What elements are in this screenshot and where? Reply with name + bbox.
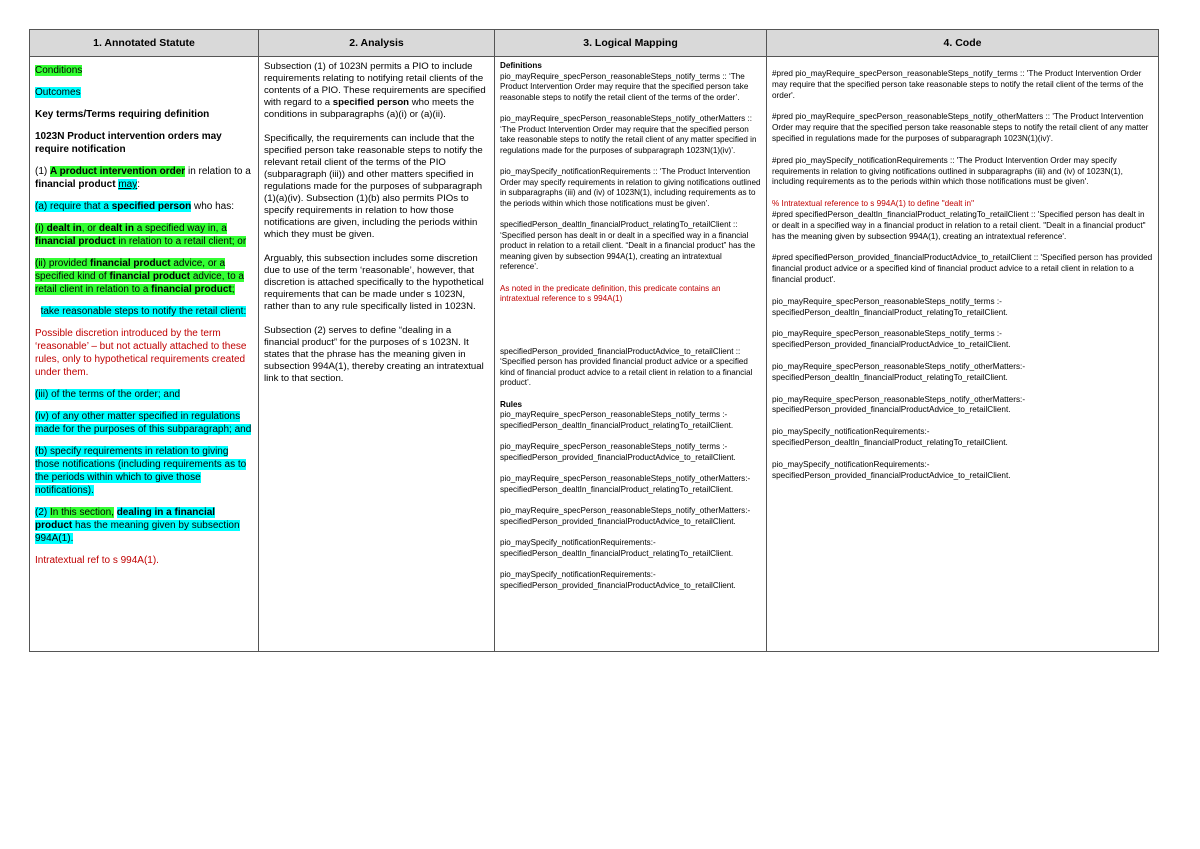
analysis-cell xyxy=(259,57,495,652)
rules-label: Rules xyxy=(500,399,523,409)
code-rule-4: pio_mayRequire_specPerson_reasonableSteps_notify_otherMatters:- specifiedPerson_provided_financialProductAdvice_to_retailClient. xyxy=(772,394,1026,415)
discretion-note: Possible discretion introduced by the term ‘reasonable’ – but not actually attached to these rules, only to hypothetical requirements created under them. xyxy=(35,328,247,378)
code-pred-5: #pred specifiedPerson_provided_financialProductAdvice_to_retailClient :: 'Specified person has provided financial product advice or a specified kind of financial product advice to a retail client in relation to a financial product'. xyxy=(772,253,1153,284)
subsection-2: (2) In this section, dealing in a financial product has the meaning given by subsection 994A(1). xyxy=(35,507,240,544)
code-cell xyxy=(767,57,1159,652)
code-comment: % Intratextual reference to s 994A(1) to define "dealt in" xyxy=(772,199,974,209)
subparagraph-i: (i) dealt in, or dealt in a specified way in, a financial product in relation to a retail client; or xyxy=(35,223,247,247)
header-code: 4. Code xyxy=(767,30,1159,57)
rule-1: pio_mayRequire_specPerson_reasonableSteps_notify_terms :- specifiedPerson_dealtIn_financialProduct_relatingTo_retailClient. xyxy=(500,410,734,430)
rule-4: pio_mayRequire_specPerson_reasonableSteps_notify_otherMatters:- specifiedPerson_provided_financialProductAdvice_to_retailClient. xyxy=(500,506,751,526)
logical-mapping-cell xyxy=(495,57,767,652)
statute-mapping-table xyxy=(29,29,1159,652)
code-rule-1: pio_mayRequire_specPerson_reasonableSteps_notify_terms :- specifiedPerson_dealtIn_financialProduct_relatingTo_retailClient. xyxy=(772,296,1008,317)
header-annotated-statute: 1. Annotated Statute xyxy=(30,30,259,57)
rule-2: pio_mayRequire_specPerson_reasonableSteps_notify_terms :- specifiedPerson_provided_financialProductAdvice_to_retailClient. xyxy=(500,442,736,462)
header-analysis: 2. Analysis xyxy=(259,30,495,57)
subparagraph-ii: (ii) provided financial product advice, or a specified kind of financial product advice, to a retail client in relation to a financial product; xyxy=(35,258,244,295)
content-row xyxy=(30,57,1159,652)
subparagraph-iii: (iii) of the terms of the order; and xyxy=(35,389,181,400)
analysis-paragraph-1: Subsection (1) of 1023N permits a PIO to include requirements relating to notifying retail clients of the contents of a PIO. These requirements are specified with regard to a specified person who meets the conditions in subparagraphs (a)(i) or (a)(ii). xyxy=(264,61,486,120)
legend-key-terms: Key terms/Terms requiring definition xyxy=(35,109,210,120)
take-reasonable-steps: take reasonable steps to notify the retail client: xyxy=(40,306,247,317)
header-row xyxy=(30,30,1159,57)
intratextual-ref-note: Intratextual ref to s 994A(1). xyxy=(35,555,159,566)
definition-4: specifiedPerson_dealtIn_financialProduct_relatingTo_retailClient :: ‘Specified person has dealt in or dealt in a specified way in a financial product in relation to a retail client. “Dealt in a financial product” has the meaning given by subsection 994A(1), creating an intratextual reference’. xyxy=(500,220,756,271)
code-pred-2: #pred pio_mayRequire_specPerson_reasonableSteps_notify_otherMatters :: 'The Product Intervention Order may require that the specified person take reasonable steps to notify the retail client of any matter specified in regulations made for the purposes of subparagraph 1023N(1)(iv)'. xyxy=(772,112,1149,143)
annotated-statute-cell xyxy=(30,57,259,652)
definition-1: pio_mayRequire_specPerson_reasonableSteps_notify_terms :: ‘The Product Intervention Order may require that the specified person take reasonable steps to notify the retail client of the terms of the order’. xyxy=(500,71,749,102)
header-logical-mapping: 3. Logical Mapping xyxy=(495,30,767,57)
statute-heading: 1023N Product intervention orders may require notification xyxy=(35,131,222,155)
legend-outcomes: Outcomes xyxy=(35,87,81,98)
spacer xyxy=(500,316,761,347)
code-pred-3: #pred pio_maySpecify_notificationRequirements :: 'The Product Intervention Order may specify requirements in relation to giving notifications outlined in subparagraphs (iii) and (iv) of 1023N(1), including requirements as to the periods within which those notifications must be given'. xyxy=(772,155,1123,187)
definition-5: specifiedPerson_provided_financialProductAdvice_to_retailClient :: ‘Specified person has provided financial product advice or a specified kind of financial product advice to a retail client in relation to a financial product’. xyxy=(500,346,753,387)
code-rule-6: pio_maySpecify_notificationRequirements:- specifiedPerson_provided_financialProductAdvice_to_retailClient. xyxy=(772,459,1011,480)
code-pred-1: #pred pio_mayRequire_specPerson_reasonableSteps_notify_terms :: 'The Product Intervention Order may require that the specified person take reasonable steps to notify the retail client of the terms of the order'. xyxy=(772,69,1144,100)
definition-3: pio_maySpecify_notificationRequirements :: ‘The Product Intervention Order may specify requirements in relation to giving notifications outlined in subparagraphs (iii) and (iv) of 1023N(1), including requirements as to the periods within which those notifications must be given’. xyxy=(500,167,761,208)
subsection-1: (1) A product intervention order in relation to a financial product may: xyxy=(35,166,251,190)
definition-2: pio_mayRequire_specPerson_reasonableSteps_notify_otherMatters :: ‘The Product Intervention Order may require that the specified person take reasonable steps to notify the retail client of any matter specified in regulations made for the purposes of subparagraph 1023N(1)(iv)’. xyxy=(500,114,757,155)
paragraph-b: (b) specify requirements in relation to giving those notifications (including requirements as to the periods within which to give those notifications). xyxy=(35,446,247,496)
analysis-paragraph-4: Subsection (2) serves to define “dealing in a financial product” for the purposes of s 1023N. It states that the phrase has the meaning given in subsection 994A(1), thereby creating an intratextual link to that section. xyxy=(264,325,484,384)
code-rule-2: pio_mayRequire_specPerson_reasonableSteps_notify_terms :- specifiedPerson_provided_financialProductAdvice_to_retailClient. xyxy=(772,329,1011,350)
definitions-label: Definitions xyxy=(500,61,542,70)
analysis-paragraph-2: Specifically, the requirements can include that the specified person take reasonable steps to notify the relevant retail client of the terms of the PIO (subparagraph (iii)) and other matters specified in regulations made for the purposes of subparagraph (1)(a)(iv). Subsection (1)(b) also permits PIOs to specify requirements in relation to how those notifications are given, including the periods within which they must be given. xyxy=(264,133,483,240)
code-pred-4: #pred specifiedPerson_dealtIn_financialProduct_relatingTo_retailClient :: 'Specified person has dealt in or dealt in a specified way in a financial product in relation to a retail client. "Dealt in a financial product" has the meaning given by subsection 994A(1), creating an intratextual reference'. xyxy=(772,209,1146,241)
rule-5: pio_maySpecify_notificationRequirements:- specifiedPerson_dealtIn_financialProduct_relatingTo_retailClient. xyxy=(500,538,734,558)
analysis-paragraph-3: Arguably, this subsection includes some discretion due to use of the term ‘reasonable’, however, that discretion is attached specifically to the hypothetical requirements that can be made under s 1023N, rather than to any rule specifically listed in 1023N. xyxy=(264,253,484,312)
rule-3: pio_mayRequire_specPerson_reasonableSteps_notify_otherMatters:- specifiedPerson_dealtIn_financialProduct_relatingTo_retailClient. xyxy=(500,474,751,494)
paragraph-a: (a) require that a specified person who has: xyxy=(35,201,234,212)
code-rule-5: pio_maySpecify_notificationRequirements:- specifiedPerson_dealtIn_financialProduct_relatingTo_retailClient. xyxy=(772,427,1008,447)
code-rule-3: pio_mayRequire_specPerson_reasonableSteps_notify_otherMatters:- specifiedPerson_dealtIn_financialProduct_relatingTo_retailClient. xyxy=(772,361,1026,382)
legend-conditions: Conditions xyxy=(35,65,83,76)
subparagraph-iv: (iv) of any other matter specified in regulations made for the purposes of this subparagraph; and xyxy=(35,411,252,435)
intratextual-note: As noted in the predicate definition, this predicate contains an intratextual reference to s 994A(1) xyxy=(500,283,721,303)
rule-6: pio_maySpecify_notificationRequirements:- specifiedPerson_provided_financialProductAdvice_to_retailClient. xyxy=(500,570,736,590)
